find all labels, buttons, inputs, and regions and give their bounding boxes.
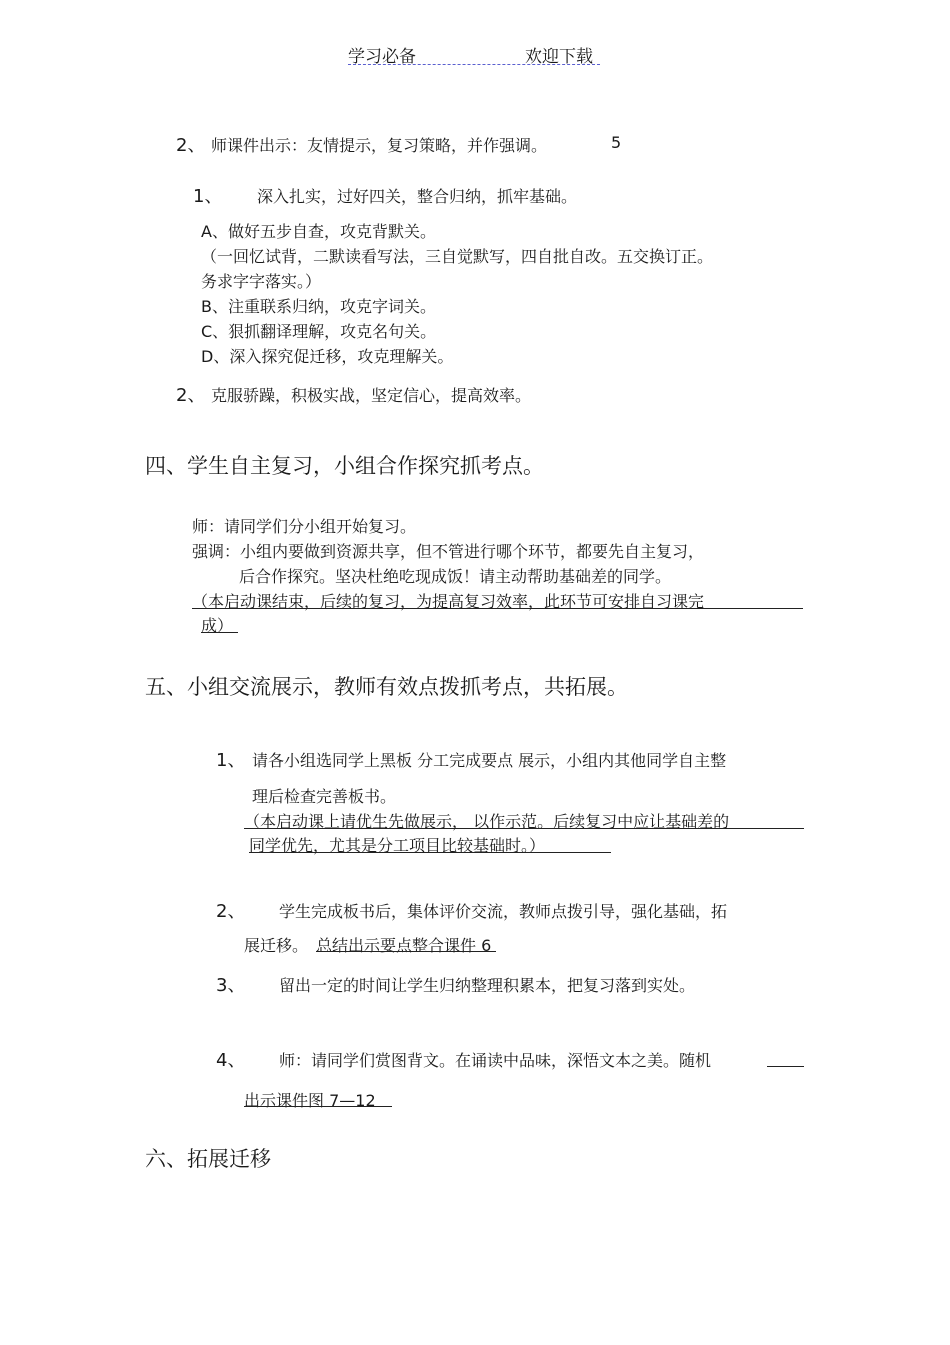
section5-item3-number: 3、 [216,975,246,996]
section5-item2-line2-b: 总结出示要点整合课件 6 [316,936,492,955]
section5-item4-line2: 出示课件图 7—12 [244,1091,376,1110]
section5-item1-note-underline1 [244,828,804,829]
section4-line1: 师：请同学们分小组开始复习。 [192,517,417,536]
header-left-text: 学习必备 [348,47,416,67]
section5-item2-line2-a: 展迁移。 [244,936,309,955]
section5-heading: 五、小组交流展示，教师有效点拨抓考点，共拓展。 [145,675,628,699]
section5-item4-line1: 师：请同学们赏图背文。在诵读中品味，深悟文本之美。随机 [279,1051,712,1070]
tip1-item-b: B、注重联系归纳，攻克字词关。 [201,297,436,316]
section4-line3: 后合作探究。坚决杜绝吃现成饭！请主动帮助基础差的同学。 [239,567,672,586]
header-dashed-underline [348,64,600,65]
tip2-number: 2、 [176,385,206,406]
section5-item1-note-underline2 [249,852,611,853]
section5-item3-text: 留出一定的时间让学生归纳整理积累本，把复习落到实处。 [279,976,696,995]
step2-text: 师课件出示：友情提示，复习策略，并作强调。 [211,136,548,155]
section5-item1-line1: 请各小组选同学上黑板 分工完成要点 展示，小组内其他同学自主整 [252,751,727,770]
section5-item4-blank-underline [767,1066,804,1067]
section4-note-line1: （本启动课结束，后续的复习，为提高复习效率，此环节可安排自习课完 [192,592,705,611]
tip2-text: 克服骄躁，积极实战，坚定信心，提高效率。 [211,386,532,405]
section5-item1-number: 1、 [216,750,246,771]
section5-item4-underline [244,1106,392,1107]
section4-line2: 强调：小组内要做到资源共享，但不管进行哪个环节，都要先自主复习， [192,542,705,561]
section4-note-line2: 成） [201,616,234,635]
tip1-number: 1、 [193,186,223,207]
section4-heading: 四、学生自主复习，小组合作探究抓考点。 [145,454,544,478]
tip1-item-c: C、狠抓翻译理解，攻克名句关。 [201,322,437,341]
tip1-item-a: A、做好五步自查，攻克背默关。 [201,222,436,241]
section6-heading: 六、拓展迁移 [145,1147,271,1171]
header-right-text: 欢迎下载 [525,47,593,67]
section4-note-underline2 [201,632,238,633]
tip1-item-d: D、深入探究促迁移，攻克理解关。 [201,347,454,366]
section5-item1-note-line1: （本启动课上请优生先做展示， 以作示范。后续复习中应让基础差的 [244,812,730,831]
section5-item2-underline [316,951,496,952]
section5-item2-line1: 学生完成板书后，集体评价交流，教师点拨引导，强化基础，拓 [279,902,728,921]
tip1-text: 深入扎实，过好四关，整合归纳，抓牢基础。 [257,187,578,206]
section4-note-underline1 [192,608,803,609]
tip1-item-a-note-line1: （一回忆试背，二默读看写法，三自觉默写，四自批自改。五交换订正。 [201,247,714,266]
section5-item1-note-line2: 同学优先，尤其是分工项目比较基础时。） [249,836,546,855]
section5-item1-line2: 理后检查完善板书。 [252,787,397,806]
step2-number: 2、 [176,135,206,156]
step2-slide-number: 5 [611,133,622,152]
section5-item2-number: 2、 [216,901,246,922]
tip1-item-a-note-line2: 务求字字落实。） [201,272,322,291]
section5-item4-number: 4、 [216,1050,246,1071]
